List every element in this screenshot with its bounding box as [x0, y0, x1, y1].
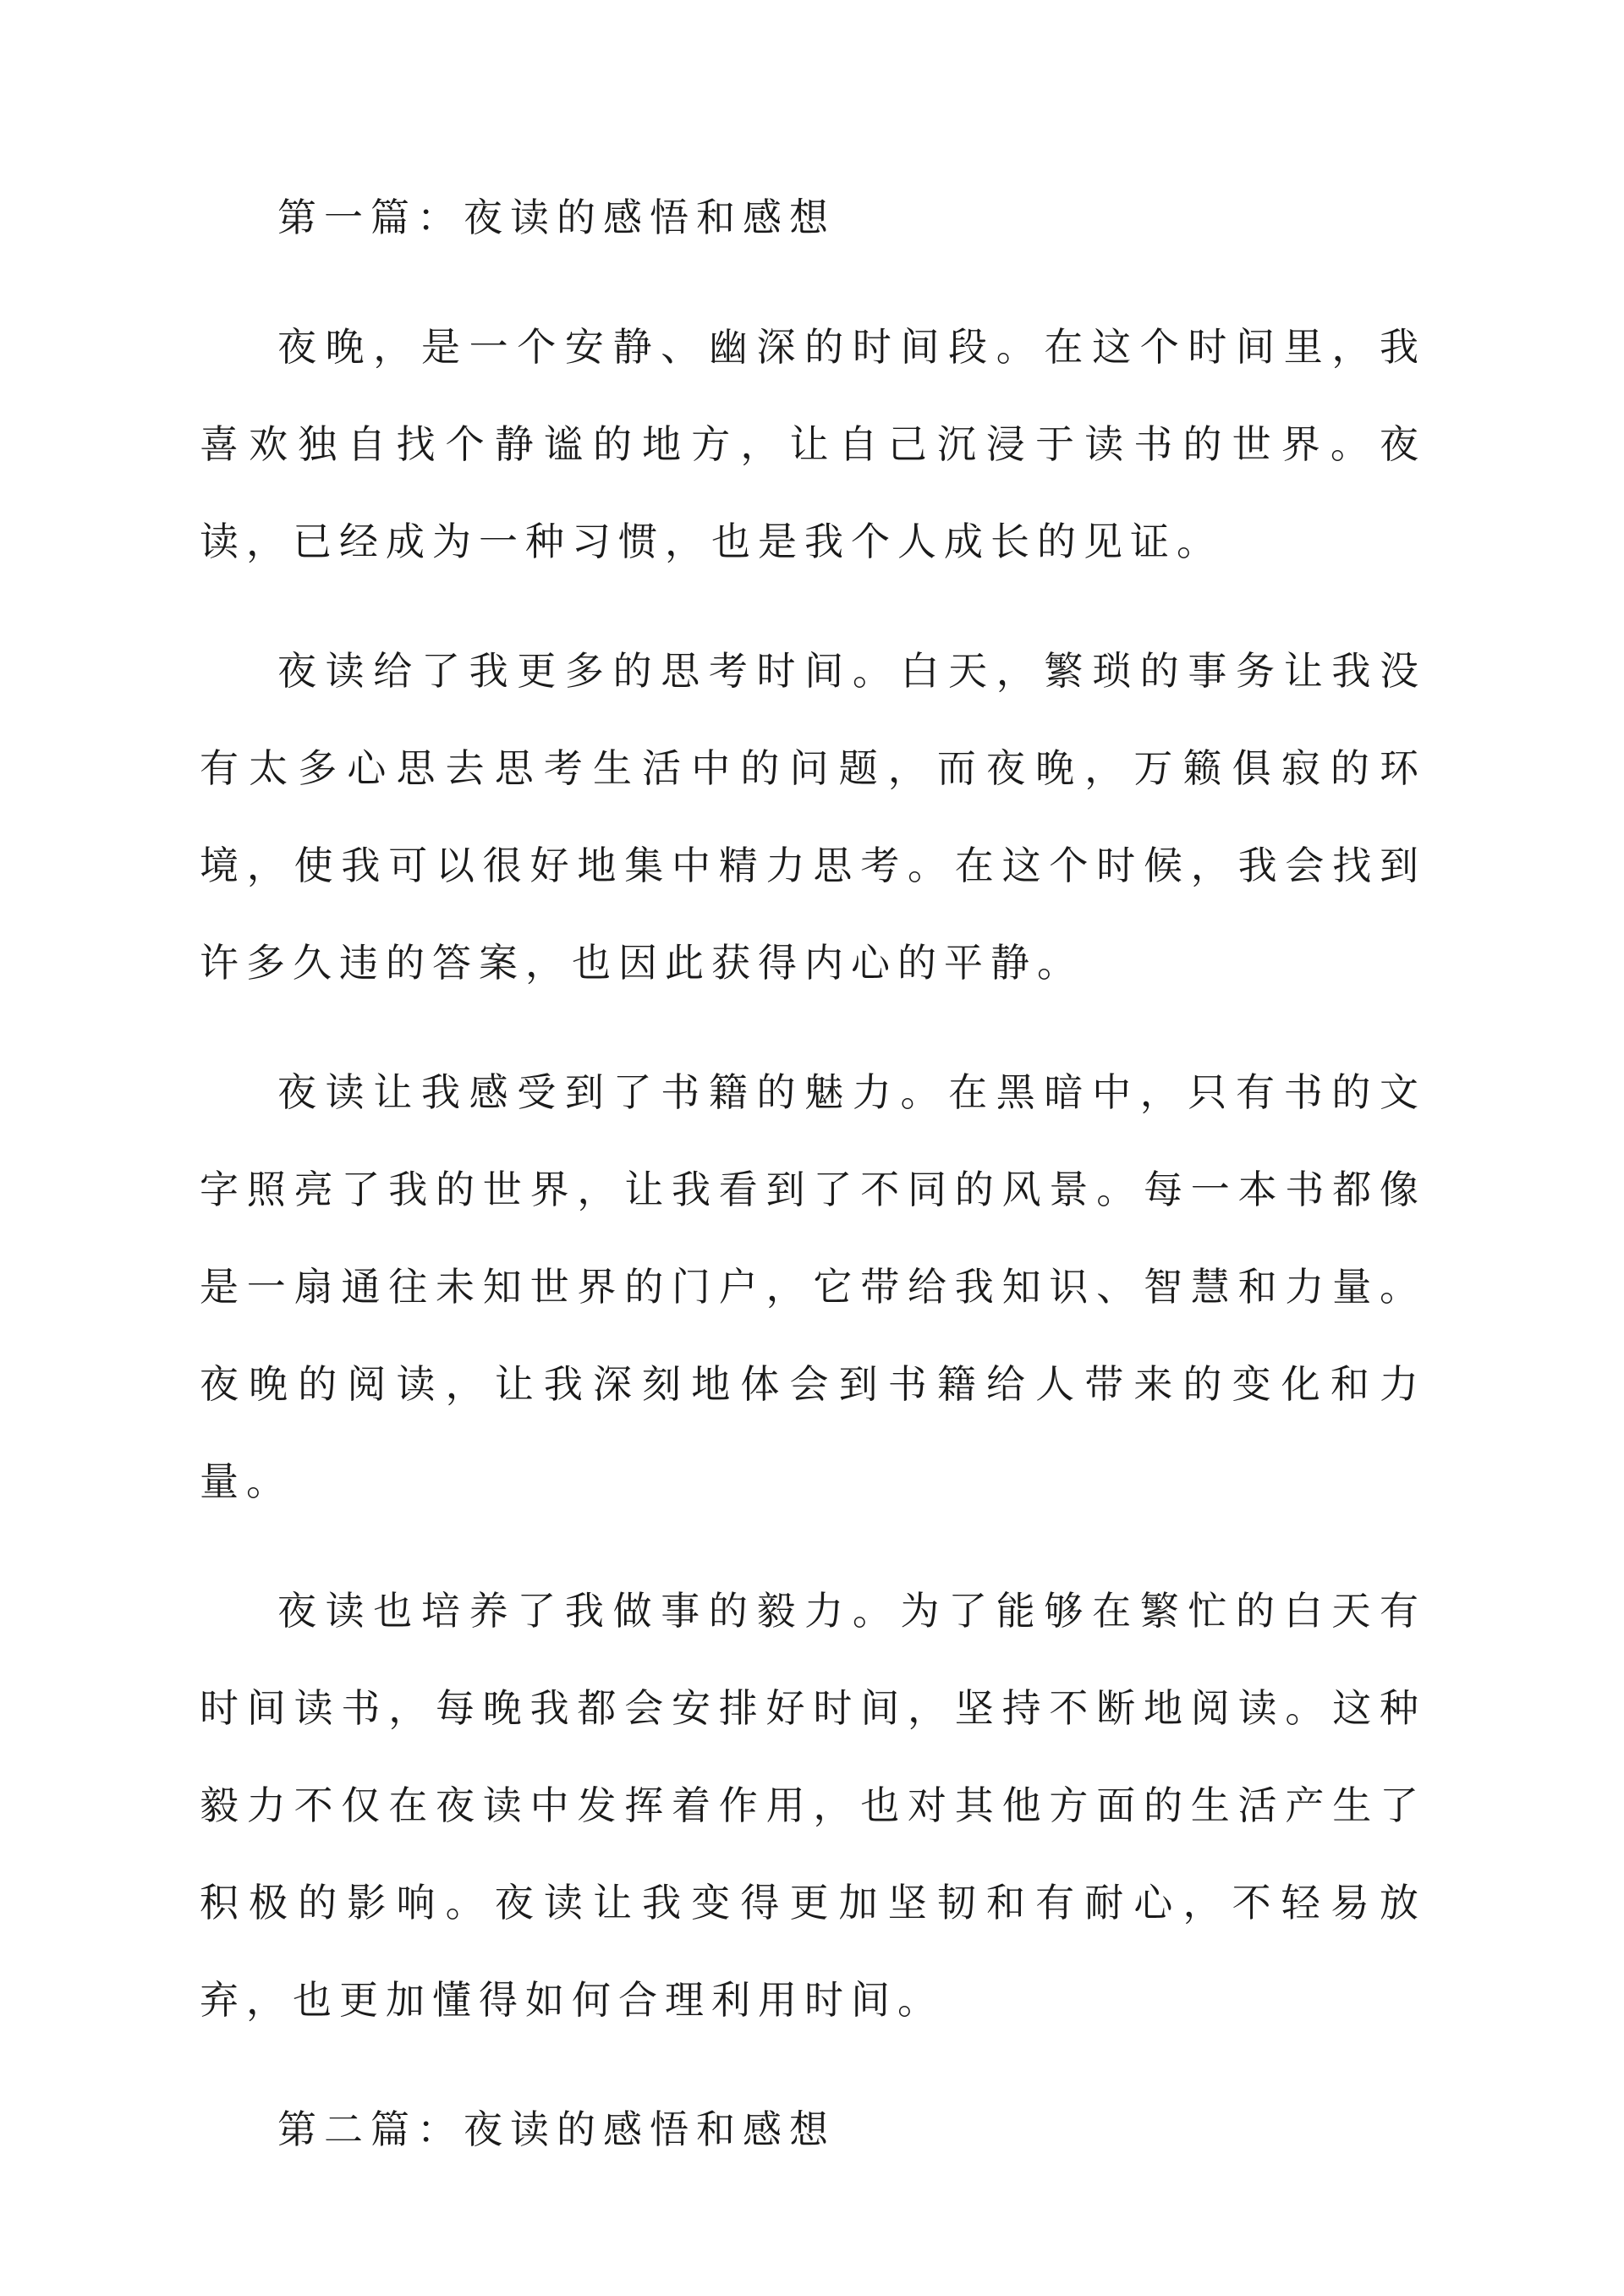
- section-heading: 第二篇：夜读的感悟和感想: [277, 2106, 836, 2152]
- paragraph: 夜读给了我更多的思考时间。白天，繁琐的事务让我没有太多心思去思考生活中的问题，而夜晚，万籁俱寂的环境，使我可以很好地集中精力思考。在这个时候，我会找到许多久违的答案，也因此获得内心的平静。: [200, 648, 1426, 986]
- paragraph: 夜读也培养了我做事的毅力。为了能够在繁忙的白天有时间读书，每晚我都会安排好时间，坚持不断地阅读。这种毅力不仅在夜读中发挥着作用，也对其他方面的生活产生了积极的影响。夜读让我变得更加坚韧和有耐心，不轻易放弃，也更加懂得如何合理利用时间。: [200, 1588, 1426, 2023]
- section-heading: 第一篇：夜读的感悟和感想: [277, 195, 836, 240]
- paragraph: 夜读让我感受到了书籍的魅力。在黑暗中，只有书的文字照亮了我的世界，让我看到了不同的风景。每一本书都像是一扇通往未知世界的门户，它带给我知识、智慧和力量。夜晚的阅读，让我深刻地体会到书籍给人带来的变化和力量。: [200, 1069, 1426, 1504]
- paragraph: 夜晚，是一个安静、幽深的时间段。在这个时间里，我喜欢独自找个静谧的地方，让自己沉浸于读书的世界。夜读，已经成为一种习惯，也是我个人成长的见证。: [200, 324, 1426, 564]
- document-body: [200, 169, 1426, 2211]
